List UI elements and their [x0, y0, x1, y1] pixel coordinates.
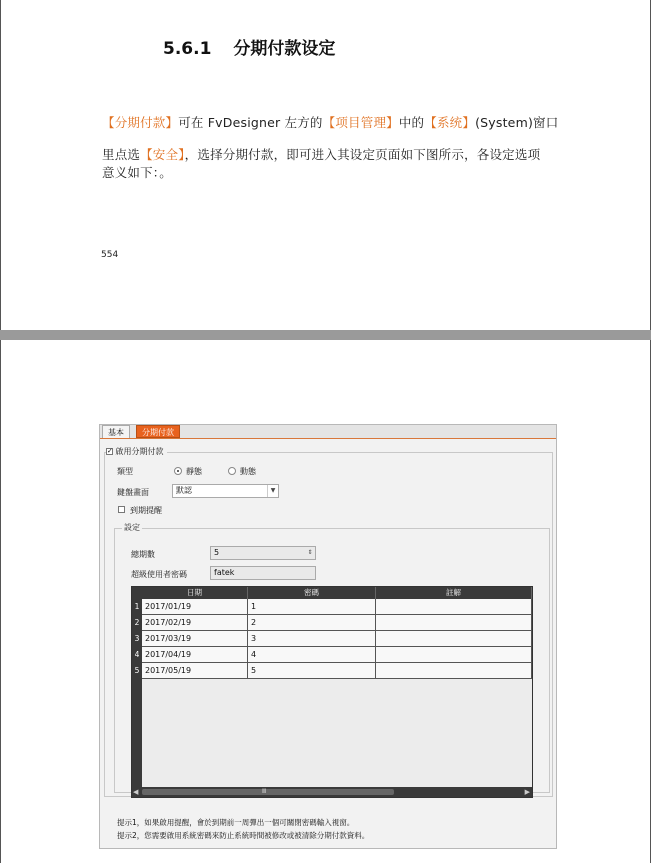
horizontal-scrollbar[interactable] [132, 787, 532, 797]
grip-icon: Ⅲ [262, 788, 267, 795]
keyboard-value: 默認 [176, 486, 192, 495]
term-project-management: 【项目管理】 [322, 115, 399, 130]
row-number: 4 [134, 650, 140, 659]
text: 里点选 [102, 147, 141, 162]
stepper-icon: ⇕ [307, 549, 313, 556]
column-header-password[interactable]: 密碼 [248, 587, 376, 599]
section-number: 5.6.1 [163, 39, 212, 59]
dynamic-radio[interactable] [228, 467, 236, 475]
row-number: 2 [134, 618, 140, 627]
column-header-note[interactable]: 註解 [376, 587, 532, 599]
chevron-down-icon: ▼ [267, 485, 278, 497]
paragraph-line-3: 意义如下：。 [102, 165, 172, 180]
cell-date[interactable]: 2017/04/19 [142, 647, 248, 663]
paragraph-line-1 [102, 113, 558, 131]
scrollbar-thumb[interactable] [142, 789, 394, 795]
row-number: 5 [134, 666, 140, 675]
cell-password[interactable]: 1 [248, 599, 376, 615]
page-number: 554 [101, 250, 119, 260]
cell-password[interactable]: 5 [248, 663, 376, 679]
enable-installment-checkbox[interactable]: ✓ [107, 447, 113, 455]
cell-password[interactable]: 3 [248, 631, 376, 647]
cell-date[interactable]: 2017/05/19 [142, 663, 248, 679]
text: (System)窗口 [475, 115, 559, 130]
column-header-date[interactable]: 日期 [142, 587, 248, 599]
tip-1: 提示1，如果啟用提醒，會於到期前一周彈出一個可關閉密碼輸入視窗。 [117, 818, 355, 827]
total-periods-stepper[interactable] [210, 546, 316, 560]
installment-table [131, 586, 533, 798]
settings-label: 設定 [124, 523, 140, 532]
term-installment: 【分期付款】 [102, 115, 179, 130]
row-number: 1 [134, 602, 140, 611]
cell-note[interactable] [376, 599, 532, 615]
cell-password[interactable]: 2 [248, 615, 376, 631]
type-label: 類型 [117, 467, 133, 476]
cell-note[interactable] [376, 647, 532, 663]
dynamic-label: 動態 [240, 467, 256, 476]
expire-reminder-checkbox[interactable] [118, 506, 125, 513]
document-page [0, 0, 651, 330]
static-label: 靜態 [186, 467, 202, 476]
tab-bar [100, 425, 556, 439]
tab-installment[interactable]: 分期付款 [136, 425, 180, 438]
cell-note[interactable] [376, 615, 532, 631]
term-security: 【安全】 [140, 147, 185, 162]
cell-date[interactable]: 2017/03/19 [142, 631, 248, 647]
enable-installment-label: 啟用分期付款 [115, 447, 164, 456]
expire-reminder-label: 到期提醒 [130, 506, 162, 515]
installment-settings-dialog [99, 424, 557, 849]
scroll-left-icon[interactable]: ◀ [133, 788, 139, 796]
cell-date[interactable]: 2017/01/19 [142, 599, 248, 615]
page-separator [0, 330, 651, 340]
cell-note[interactable] [376, 631, 532, 647]
total-periods-value: 5 [214, 548, 220, 557]
paragraph-line-2 [102, 145, 540, 163]
keyboard-label: 鍵盤畫面 [117, 488, 149, 497]
enable-installment-header [106, 446, 167, 457]
section-heading [163, 34, 335, 59]
total-periods-label: 總期數 [131, 550, 155, 559]
text: ，选择分期付款，即可进入其设定页面如下图所示，各设定选项 [184, 147, 541, 162]
cell-password[interactable]: 4 [248, 647, 376, 663]
super-password-field[interactable]: fatek [210, 566, 316, 580]
row-number: 3 [134, 634, 140, 643]
text: 中的 [398, 115, 425, 130]
term-system: 【系统】 [424, 115, 476, 130]
tip-2: 提示2，您需要啟用系統密碼來防止系統時間被修改或被清除分期付款資料。 [117, 831, 370, 840]
text: 可在 FvDesigner 左方的 [178, 115, 323, 130]
section-title: 分期付款设定 [233, 39, 336, 59]
cell-date[interactable]: 2017/02/19 [142, 615, 248, 631]
scroll-right-icon[interactable]: ▶ [524, 788, 530, 796]
keyboard-select[interactable] [172, 484, 279, 498]
cell-note[interactable] [376, 663, 532, 679]
static-radio[interactable] [174, 467, 182, 475]
tab-basic[interactable]: 基本 [102, 425, 130, 438]
super-password-label: 超級使用者密碼 [131, 570, 187, 579]
